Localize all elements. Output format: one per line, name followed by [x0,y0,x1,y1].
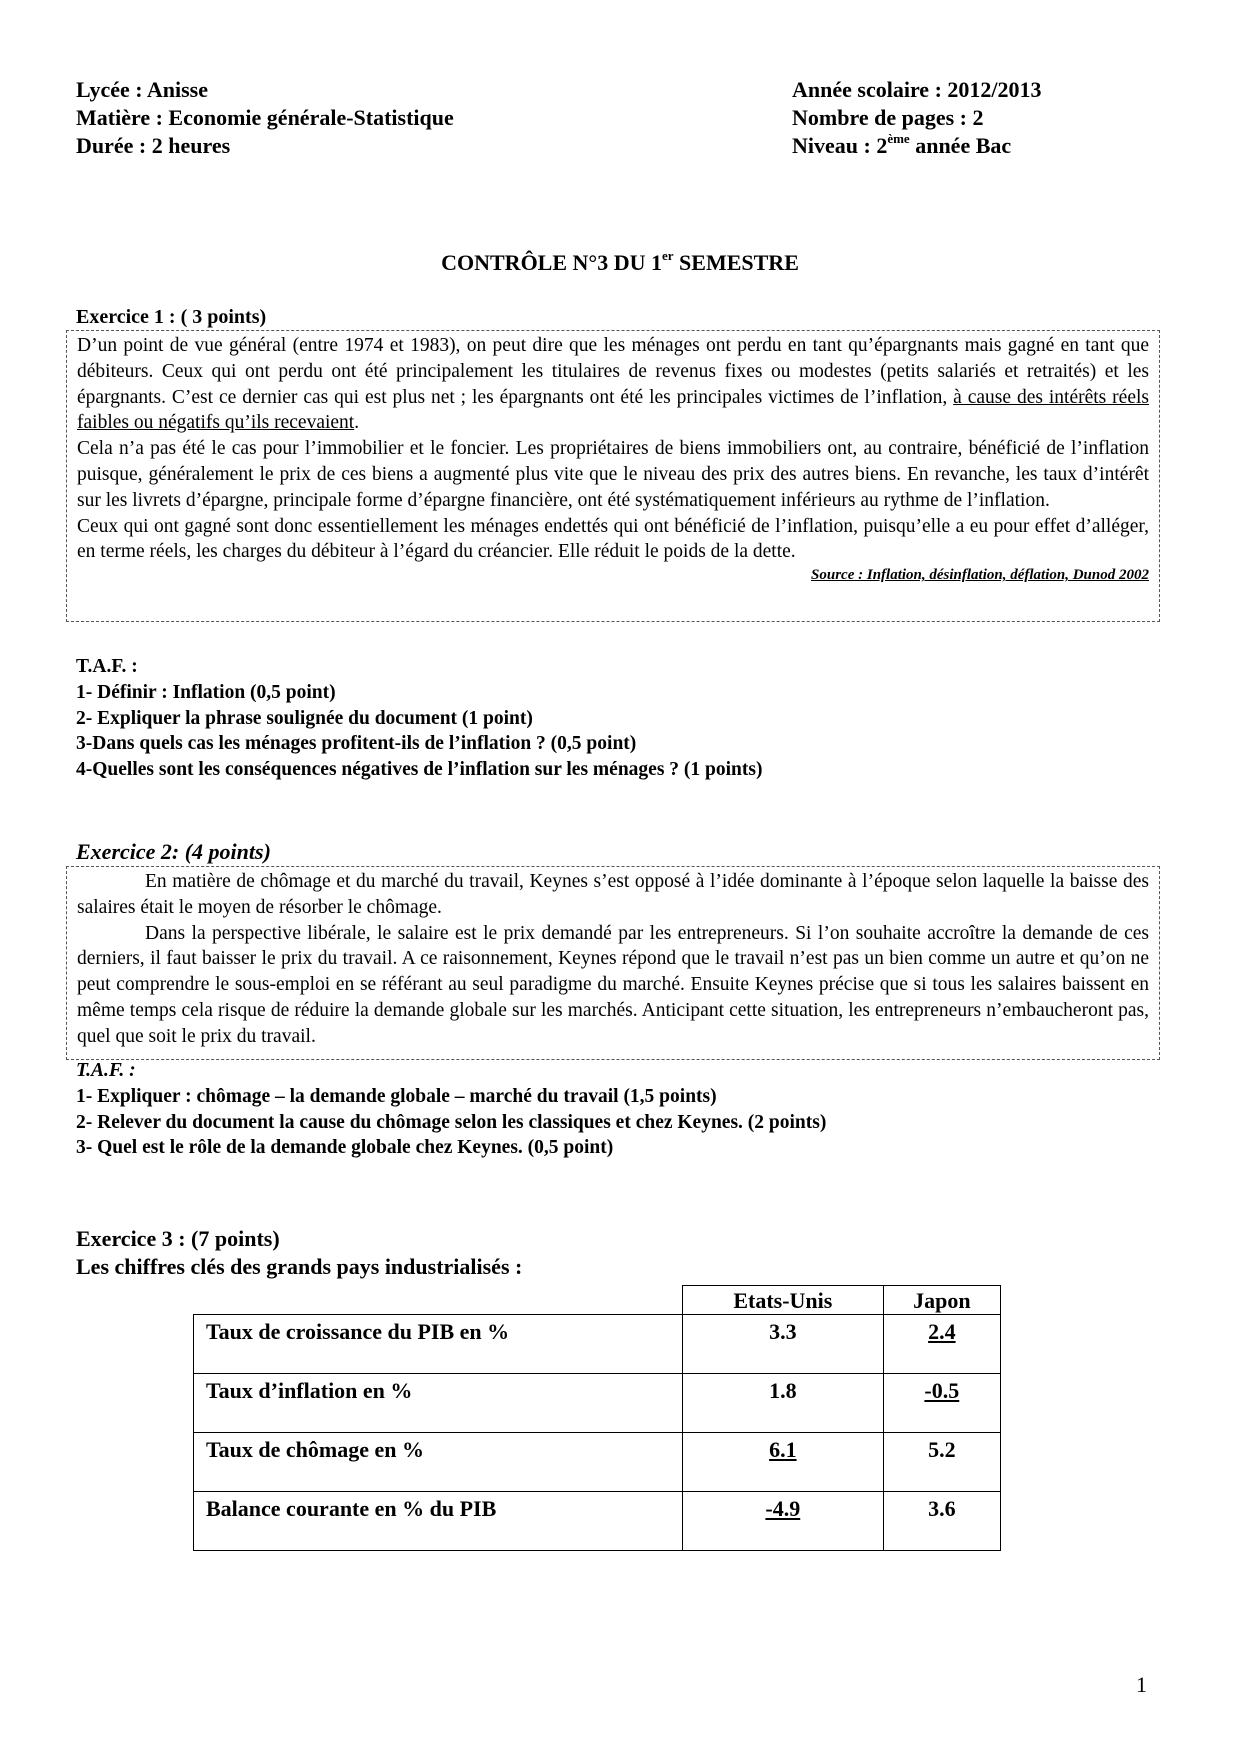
exercise1-text-box [66,330,1160,622]
exercise2-taf [76,1058,826,1161]
exercise2-question-3: 3- Quel est le rôle de la demande globale chez Keynes. (0,5 point) [76,1137,614,1159]
subject: Matière : Economie générale-Statistique [76,105,454,130]
exercise1-question-2: 2- Expliquer la phrase soulignée du document (1 point) [76,707,533,729]
row-label: Balance courante en % du PIB [194,1492,683,1551]
cell-japan: 5.2 [883,1433,1000,1492]
duration: Durée : 2 heures [76,133,231,158]
cell-us: 3.3 [683,1315,884,1374]
exercise1-paragraph-1 [77,333,1149,436]
column-header-us: Etats-Unis [683,1286,884,1315]
table-header-row [194,1286,1001,1315]
table-row [194,1374,1001,1433]
exercise2-paragraph-1: En matière de chômage et du marché du travail, Keynes s’est opposé à l’idée dominante à l’époque selon laquelle la baisse des salaires était le moyen de résorber le chômage. [77,871,1149,918]
level-suffix: année Bac [909,133,1012,158]
exercise1-title: Exercice 1 : ( 3 points) [76,306,267,328]
cell-japan: -0.5 [883,1374,1000,1433]
cell-japan: 3.6 [883,1492,1000,1551]
title-sup: er [662,248,674,263]
cell-us: -4.9 [683,1492,884,1551]
exercise1-p1-end: . [354,412,360,434]
page-count: Nombre de pages : 2 [792,105,984,130]
exercise1-paragraph-3: Ceux qui ont gagné sont donc essentiellement les ménages endettés qui ont bénéficié de l’inflation, puisqu’elle a eu pour effet d’alléger, en terme réels, les charges du débiteur à l’égard du créancier. Elle réduit le poids de la dette. [77,515,1149,563]
exercise3-subtitle: Les chiffres clés des grands pays industrialisés : [76,1254,523,1279]
title-prefix: CONTRÔLE N°3 DU 1 [441,250,662,275]
exercise2-question-2: 2- Relever du document la cause du chômage selon les classiques et chez Keynes. (2 points) [76,1111,827,1133]
table-row [194,1433,1001,1492]
table-row [194,1315,1001,1374]
exercise2-text-box [66,866,1160,1060]
exercise2-paragraph-2: Dans la perspective libérale, le salaire est le prix demandé par les entrepreneurs. Si l’on souhaite accroître la demande de ces derniers, il faut baisser le prix du travail. A ce raisonnement, Keynes répond que le travail n’est pas un bien comme un autre et qu’on ne peut comprendre le sous-emploi en se référant au seul paradigme du marché. Ensuite Keynes précise que si tous les salaires baissent en même temps cela risque de réduire la demande globale sur les marchés. Anticipant cette situation, les entrepreneurs n’embaucheront pas, quel que soit le prix du travail. [77,922,1149,1047]
exercise1-p1-text: D’un point de vue général (entre 1974 et 1983), on peut dire que les ménages ont perdu en tant qu’épargnants mais gagné en tant que débiteurs. Ceux qui ont perdu ont été principalement les titulaires de revenus fixes ou modestes (petits salariés et retraités) et les épargnants. C’est ce dernier cas qui est plus net ; les épargnants ont été les principales victimes de l’inflation, [77,335,1149,408]
level-sup: ème [887,131,910,146]
exercise1-question-4: 4-Quelles sont les conséquences négatives de l’inflation sur les ménages ? (1 points) [76,759,763,781]
page-number: 1 [1136,1672,1147,1697]
column-header-japan: Japon [883,1286,1000,1315]
school-year: Année scolaire : 2012/2013 [792,77,1042,102]
exercise3-title: Exercice 3 : (7 points) [76,1226,280,1251]
exercise1-taf [76,654,762,783]
exercise1-taf-title: T.A.F. : [76,656,138,677]
exercise2-title: Exercice 2: (4 points) [76,839,271,864]
row-label: Taux de chômage en % [194,1433,683,1492]
header-left [76,76,454,160]
exercise2-taf-title: T.A.F. : [76,1060,136,1081]
exercise1-question-3: 3-Dans quels cas les ménages profitent-ils de l’inflation ? (0,5 point) [76,733,637,755]
school-name: Lycée : Anisse [76,77,208,102]
exercise1-underlined-phrase: à cause des intérêts réels faibles ou négatifs qu’ils recevaient [77,386,1149,434]
table-header-empty [194,1286,683,1315]
exercise2-question-1: 1- Expliquer : chômage – la demande globale – marché du travail (1,5 points) [76,1085,717,1107]
exercise1-source: Source : Inflation, désinflation, déflation, Dunod 2002 [811,567,1149,584]
level-prefix: Niveau : 2 [792,133,888,158]
level [792,132,1042,160]
page-title [0,250,1240,276]
cell-us: 1.8 [683,1374,884,1433]
title-suffix: SEMESTRE [673,250,799,275]
exercise1-paragraph-2: Cela n’a pas été le cas pour l’immobilier et le foncier. Les propriétaires de biens immobiliers ont, au contraire, bénéficié de l’inflation puisque, généralement le prix de ces biens a augmenté plus vite que le niveau des prix des autres biens. En revanche, les taux d’intérêt sur les livrets d’épargne, principale forme d’épargne financière, ont été systématiquement inférieurs au rythme de l’inflation. [77,438,1149,511]
key-figures-table [193,1285,1001,1551]
cell-us: 6.1 [683,1433,884,1492]
header-right [792,76,1042,160]
row-label: Taux d’inflation en % [194,1374,683,1433]
table-row [194,1492,1001,1551]
row-label: Taux de croissance du PIB en % [194,1315,683,1374]
cell-japan: 2.4 [883,1315,1000,1374]
exercise1-question-1: 1- Définir : Inflation (0,5 point) [76,681,336,703]
